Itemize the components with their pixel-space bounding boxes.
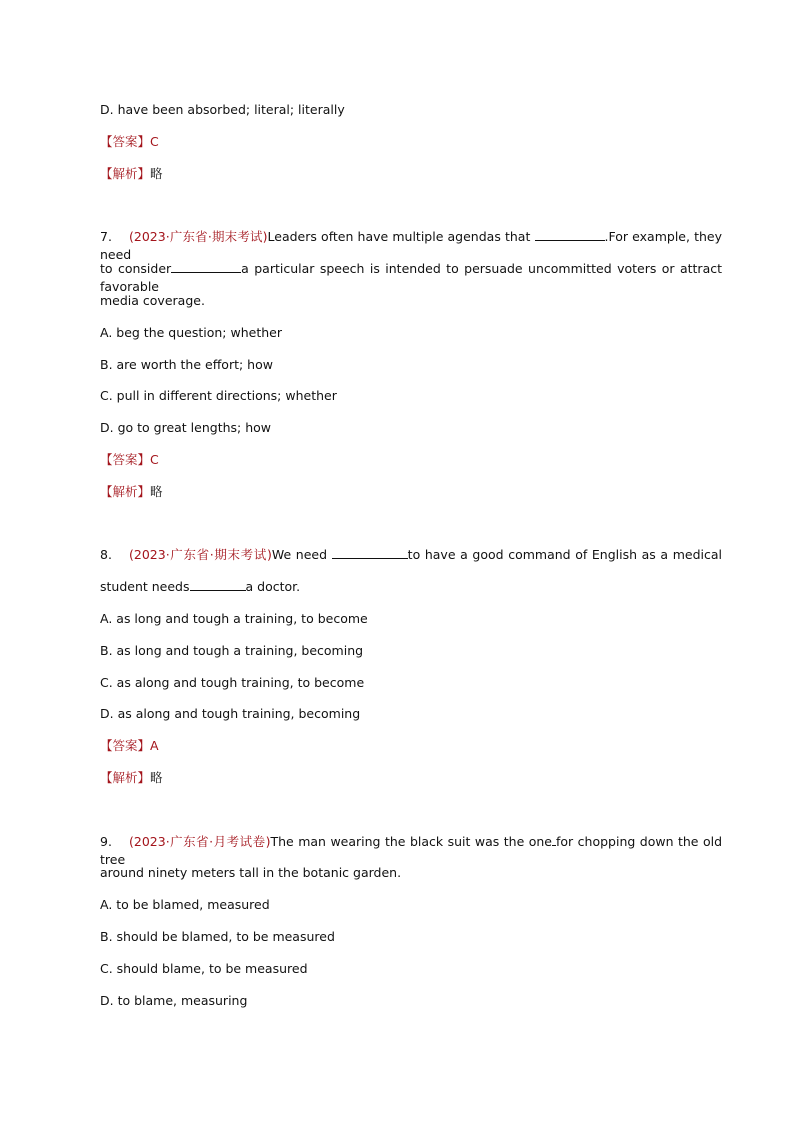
answer-blank [190, 578, 246, 591]
question-number: 7. [100, 229, 112, 244]
q8-option-c: C. as along and tough training, to become [100, 675, 365, 690]
stem-text: to consider [100, 261, 172, 276]
question-number: 8. [100, 547, 112, 562]
analysis-value: 略 [150, 166, 163, 181]
q7-stem-line1 [100, 228, 722, 264]
q7-answer [100, 451, 722, 469]
analysis-tag: 【解析】 [100, 484, 151, 499]
q8-option-d: D. as along and tough training, becoming [100, 706, 361, 721]
q7-option-b: B. are worth the effort; how [100, 357, 273, 372]
analysis-value: 略 [150, 484, 163, 499]
answer-blank [332, 546, 408, 559]
question-number: 9. [100, 834, 112, 849]
analysis-tag: 【解析】 [100, 770, 151, 785]
question-source: (2023·广东省·期末考试) [129, 229, 268, 244]
stem-text: for chopping down the old tree [100, 834, 723, 867]
q9-option-c: C. should blame, to be measured [100, 961, 308, 976]
question-source: (2023·广东省·月考试卷) [129, 834, 271, 849]
stem-text: to have a good command of English as a medical [407, 547, 722, 562]
q6-analysis [100, 165, 722, 183]
analysis-tag: 【解析】 [100, 166, 151, 181]
q8-answer [100, 737, 722, 755]
q8-analysis [100, 769, 722, 787]
q7-option-a: A. beg the question; whether [100, 325, 282, 340]
answer-blank [171, 260, 241, 273]
q9-option-a: A. to be blamed, measured [100, 897, 270, 912]
q7-analysis [100, 483, 722, 501]
stem-text: Leaders often have multiple agendas that [267, 229, 531, 244]
answer-tag: 【答案】 [100, 134, 151, 149]
q8-stem-line1 [100, 546, 722, 564]
stem-text: The man wearing the black suit was the one [270, 834, 552, 849]
analysis-value: 略 [150, 770, 163, 785]
answer-value: C [150, 452, 159, 467]
q7-stem-line2 [100, 260, 722, 296]
q8-option-a: A. as long and tough a training, to become [100, 611, 368, 626]
q7-option-c: C. pull in different directions; whether [100, 388, 337, 403]
q9-option-b: B. should be blamed, to be measured [100, 929, 335, 944]
question-source: (2023·广东省·期末考试) [129, 547, 272, 562]
stem-text: We need [271, 547, 328, 562]
stem-text: student needs [100, 579, 190, 594]
q6-option-d: D. have been absorbed; literal; literally [100, 102, 345, 117]
answer-tag: 【答案】 [100, 738, 151, 753]
q8-stem-line2 [100, 578, 722, 596]
answer-value: C [150, 134, 159, 149]
q9-option-d: D. to blame, measuring [100, 993, 248, 1008]
answer-blank [535, 228, 605, 241]
stem-text: a particular speech is intended to persuade uncommitted voters or attract favorable [100, 261, 723, 294]
q7-option-d: D. go to great lengths; how [100, 420, 272, 435]
q8-option-b: B. as long and tough a training, becoming [100, 643, 364, 658]
q6-answer [100, 133, 722, 151]
stem-text: a doctor. [245, 579, 301, 594]
q9-stem-line2: around ninety meters tall in the botanic garden. [100, 865, 402, 880]
answer-value: A [150, 738, 159, 753]
stem-text: .For example, they need [100, 229, 723, 262]
q7-stem-line3: media coverage. [100, 293, 205, 308]
answer-tag: 【答案】 [100, 452, 151, 467]
